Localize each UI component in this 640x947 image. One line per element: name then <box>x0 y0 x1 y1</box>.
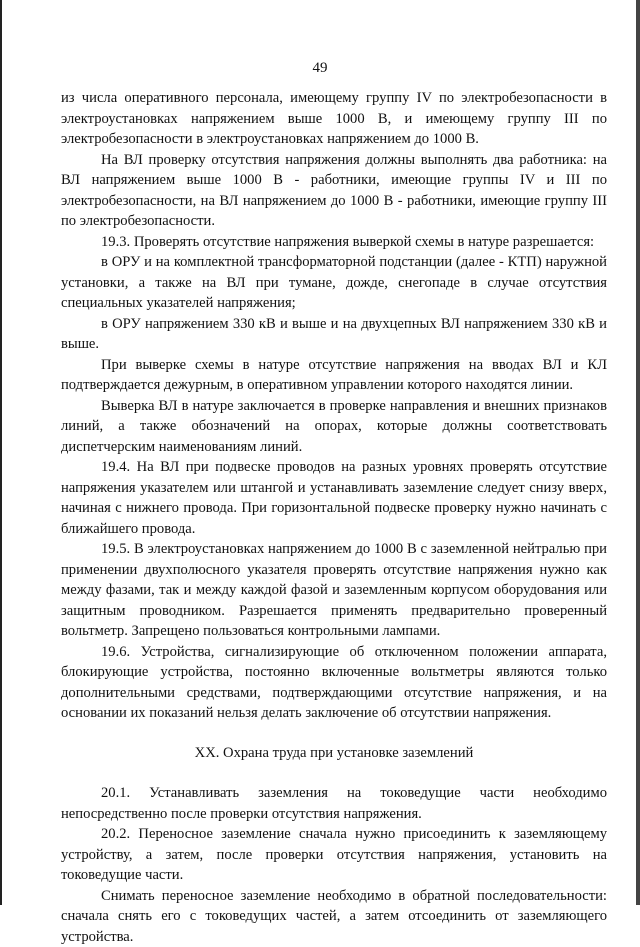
paragraph-20-2: 20.2. Переносное заземление сначала нужно присоединить к заземляющему устройству, а затем, после проверки отсутствия напряжения, установить на токоведущие части. <box>61 824 607 886</box>
paragraph-2: На ВЛ проверку отсутствия напряжения должны выполнять два работника: на ВЛ напряжением выше 1000 В - работники, имеющие группы IV и III по электробезопасности, на ВЛ напряжением до 1000 В - работники, имеющие группу III по электробезопасности. <box>61 150 607 232</box>
paragraph-19-5: 19.5. В электроустановках напряжением до 1000 В с заземленной нейтралью при применении двухполюсного указателя проверять отсутствие напряжения нужно как между фазами, так и между каждой фазой и заземленным корпусом оборудования или защитным проводником. Разрешается применять предварительно проверенный вольтметр. Запрещено пользоваться контрольными лампами. <box>61 539 607 642</box>
paragraph-oru-330: в ОРУ напряжением 330 кВ и выше и на двухцепных ВЛ напряжением 330 кВ и выше. <box>61 314 607 355</box>
paragraph-19-3: 19.3. Проверять отсутствие напряжения выверкой схемы в натуре разрешается: <box>61 232 607 253</box>
paragraph-19-6: 19.6. Устройства, сигнализирующие об отключенном положении аппарата, блокирующие устройства, постоянно включенные вольтметры являются только дополнительными средствами, подтверждающими отсутствие напряжения, и на основании их показаний нельзя делать заключение об отсутствии напряжения. <box>61 642 607 724</box>
page-number: 49 <box>0 58 640 79</box>
paragraph-19-4: 19.4. На ВЛ при подвеске проводов на разных уровнях проверять отсутствие напряжения указателем или штангой и устанавливать заземление следует снизу вверх, начиная с нижнего провода. При горизонтальной подвеске проверку нужно начинать с ближайшего провода. <box>61 457 607 539</box>
paragraph-1: из числа оперативного персонала, имеющему группу IV по электробезопасности в электроустановках напряжением выше 1000 В, и имеющему группу III по электробезопасности в электроустановках напряжением до 1000 В. <box>61 88 607 150</box>
scan-edge-left <box>0 0 2 905</box>
paragraph-vyverka-1: При выверке схемы в натуре отсутствие напряжения на вводах ВЛ и КЛ подтверждается дежурным, в оперативном управлении которого находятся линии. <box>61 355 607 396</box>
paragraph-oru-ktp: в ОРУ и на комплектной трансформаторной подстанции (далее - КТП) наружной установки, а также на ВЛ при тумане, дожде, снегопаде в случае отсутствия специальных указателей напряжения; <box>61 252 607 314</box>
scan-edge-right <box>636 0 640 905</box>
paragraph-20-1: 20.1. Устанавливать заземления на токоведущие части необходимо непосредственно после проверки отсутствия напряжения. <box>61 783 607 824</box>
section-heading: XX. Охрана труда при установке заземлений <box>61 743 607 764</box>
paragraph-removal: Снимать переносное заземление необходимо в обратной последовательности: сначала снять его с токоведущих частей, а затем отсоединить от заземляющего устройства. <box>61 886 607 947</box>
body-text <box>61 88 607 947</box>
paragraph-vyverka-2: Выверка ВЛ в натуре заключается в проверке направления и внешних признаков линий, а также обозначений на опорах, которые должны соответствовать диспетчерским наименованиям линий. <box>61 396 607 458</box>
